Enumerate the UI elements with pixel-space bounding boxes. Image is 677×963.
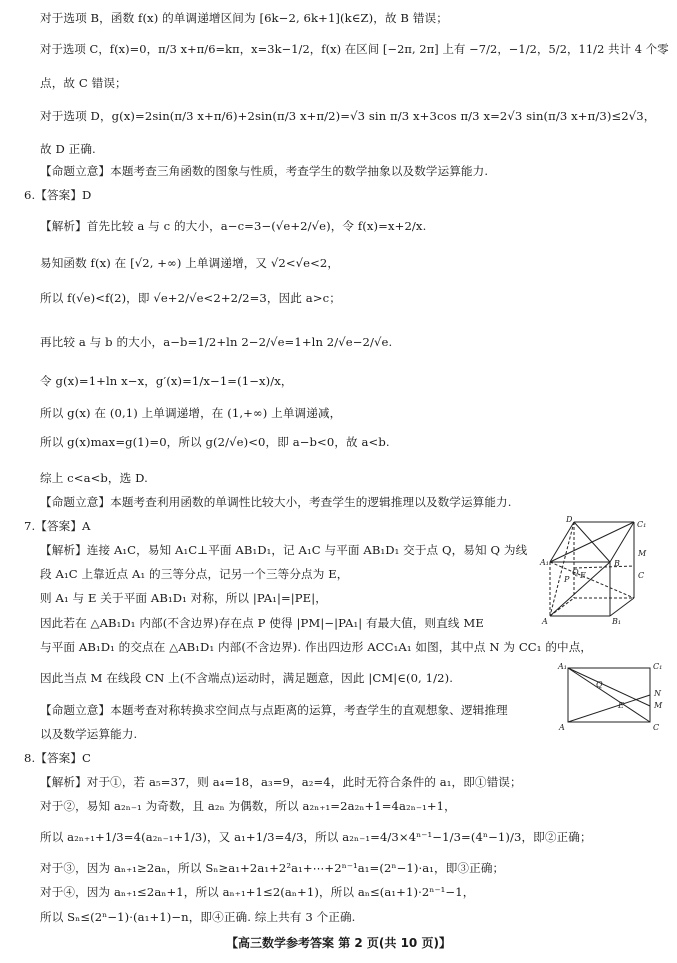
label-M: M <box>638 549 647 558</box>
text-line: 令 g(x)=1+ln x−x，g′(x)=1/x−1=(1−x)/x， <box>40 374 293 388</box>
text-line: 【解析】对于①，若 a₅=37，则 a₄=18，a₃=9，a₂=4，此时无符合条件的 a₁，即①错误； <box>40 775 522 789</box>
label-N: N <box>654 689 661 698</box>
text-line: 所以 f(√e)<f(2)，即 √e+2/√e<2+2/2=3，因此 a>c； <box>40 291 341 305</box>
text-line: 所以 Sₙ≤(2ⁿ−1)·(a₁+1)−n，即④正确. 综上共有 3 个正确. <box>40 910 356 924</box>
label-D: D <box>566 516 573 524</box>
label-C1-2: C₁ <box>653 662 663 671</box>
text-line: 则 A₁ 与 E 关于平面 AB₁D₁ 对称，所以 |PA₁|=|PE|， <box>40 591 327 605</box>
text-line: 对于选项 B，函数 f(x) 的单调递增区间为 [6k−2, 6k+1](k∈Z)，故 B 错误； <box>40 11 448 25</box>
label-P: P <box>564 575 570 584</box>
text-line: 所以 g(x)max=g(1)=0，所以 g(2/√e)<0，即 a−b<0，故 a<b. <box>40 435 390 449</box>
text-line: 对于选项 C，f(x)=0，π/3 x+π/6=kπ，x=3k−1/2，f(x) 在区间 [−2π, 2π] 上有 −7/2，−1/2，5/2，11/2 共计 4 个零 <box>40 42 669 56</box>
text-line: 以及数学运算能力. <box>40 727 138 741</box>
text-line: 与平面 AB₁D₁ 的交点在 △AB₁D₁ 内部(不含边界). 作出四边形 ACC₁A₁ 如图，其中点 N 为 CC₁ 的中点， <box>40 640 593 654</box>
text-line: 【命题立意】本题考查三角函数的图象与性质，考查学生的数学抽象以及数学运算能力. <box>40 164 489 178</box>
text-line: 对于选项 D，g(x)=2sin(π/3 x+π/6)+2sin(π/3 x+π/2)=√3 sin π/3 x+3cos π/3 x=2√3 sin(π/3 x+π/3)≤2√3， <box>40 109 656 123</box>
text-line: 故 D 正确. <box>40 142 96 156</box>
label-Q-2: Q <box>596 680 603 689</box>
text-line: 对于②，易知 a₂ₙ₋₁ 为奇数，且 a₂ₙ 为偶数，所以 a₂ₙ₊₁=2a₂ₙ+1=4a₂ₙ₋₁+1， <box>40 799 456 813</box>
label-C: C <box>638 571 645 580</box>
label-E: E <box>580 571 586 580</box>
label-Q: Q <box>572 568 579 577</box>
text-line: 8.【答案】C <box>24 751 92 765</box>
text-line: 对于③，因为 aₙ₊₁≥2aₙ，所以 Sₙ≥a₁+2a₁+2²a₁+⋯+2ⁿ⁻¹a₁=(2ⁿ−1)·a₁，即③正确； <box>40 861 505 875</box>
label-A: A <box>542 617 548 626</box>
text-line: 因此若在 △AB₁D₁ 内部(不含边界)存在点 P 使得 |PM|−|PA₁| 有最大值，则直线 ME <box>40 616 484 630</box>
label-E-2: E <box>618 701 624 710</box>
cube-figure <box>530 516 670 626</box>
label-C1: C₁ <box>637 520 647 529</box>
label-A1-2: A₁ <box>558 662 567 671</box>
label-A-2: A <box>559 723 565 732</box>
text-line: 【解析】首先比较 a 与 c 的大小，a−c=3−(√e+2/√e)，令 f(x)=x+2/x. <box>40 219 427 233</box>
text-line: 对于④，因为 aₙ₊₁≤2aₙ+1，所以 aₙ₊₁+1≤2(aₙ+1)，所以 aₙ≤(a₁+1)·2ⁿ⁻¹−1， <box>40 885 475 899</box>
text-line: 易知函数 f(x) 在 [√2, +∞) 上单调递增，又 √2<√e<2， <box>40 256 340 270</box>
text-line: 【命题立意】本题考查利用函数的单调性比较大小，考查学生的逻辑推理以及数学运算能力. <box>40 495 512 509</box>
rectangle-figure <box>556 660 668 732</box>
label-C-2: C <box>653 723 660 732</box>
text-line: 点，故 C 错误； <box>40 76 127 90</box>
text-line: 所以 a₂ₙ₊₁+1/3=4(a₂ₙ₋₁+1/3)，又 a₁+1/3=4/3，所以 a₂ₙ₋₁=4/3×4ⁿ⁻¹−1/3=(4ⁿ−1)/3，即②正确； <box>40 830 592 844</box>
label-A1: A₁ <box>540 558 549 567</box>
text-line: 【解析】连接 A₁C，易知 A₁C⊥平面 AB₁D₁，记 A₁C 与平面 AB₁D₁ 交于点 Q，易知 Q 为线 <box>40 543 528 557</box>
label-B1: B₁ <box>612 617 622 626</box>
text-line: 6.【答案】D <box>24 188 92 202</box>
text-line: 综上 c<a<b，选 D. <box>40 471 148 485</box>
page-footer: 【高三数学参考答案 第 2 页(共 10 页)】 <box>226 936 451 950</box>
label-M-2: M <box>654 701 663 710</box>
text-line: 【命题立意】本题考查对称转换求空间点与点距离的运算，考查学生的直观想象、逻辑推理 <box>40 703 508 717</box>
label-B: B <box>614 559 620 568</box>
text-line: 7.【答案】A <box>24 519 91 533</box>
text-line: 再比较 a 与 b 的大小，a−b=1/2+ln 2−2/√e=1+ln 2/√e−2/√e. <box>40 335 393 349</box>
text-line: 段 A₁C 上靠近点 A₁ 的三等分点，记另一个三等分点为 E， <box>40 567 349 581</box>
text-line: 所以 g(x) 在 (0,1) 上单调递增，在 (1,+∞) 上单调递减， <box>40 406 342 420</box>
text-line: 因此当点 M 在线段 CN 上(不含端点)运动时，满足题意，因此 |CM|∈(0, 1/2). <box>40 671 453 685</box>
